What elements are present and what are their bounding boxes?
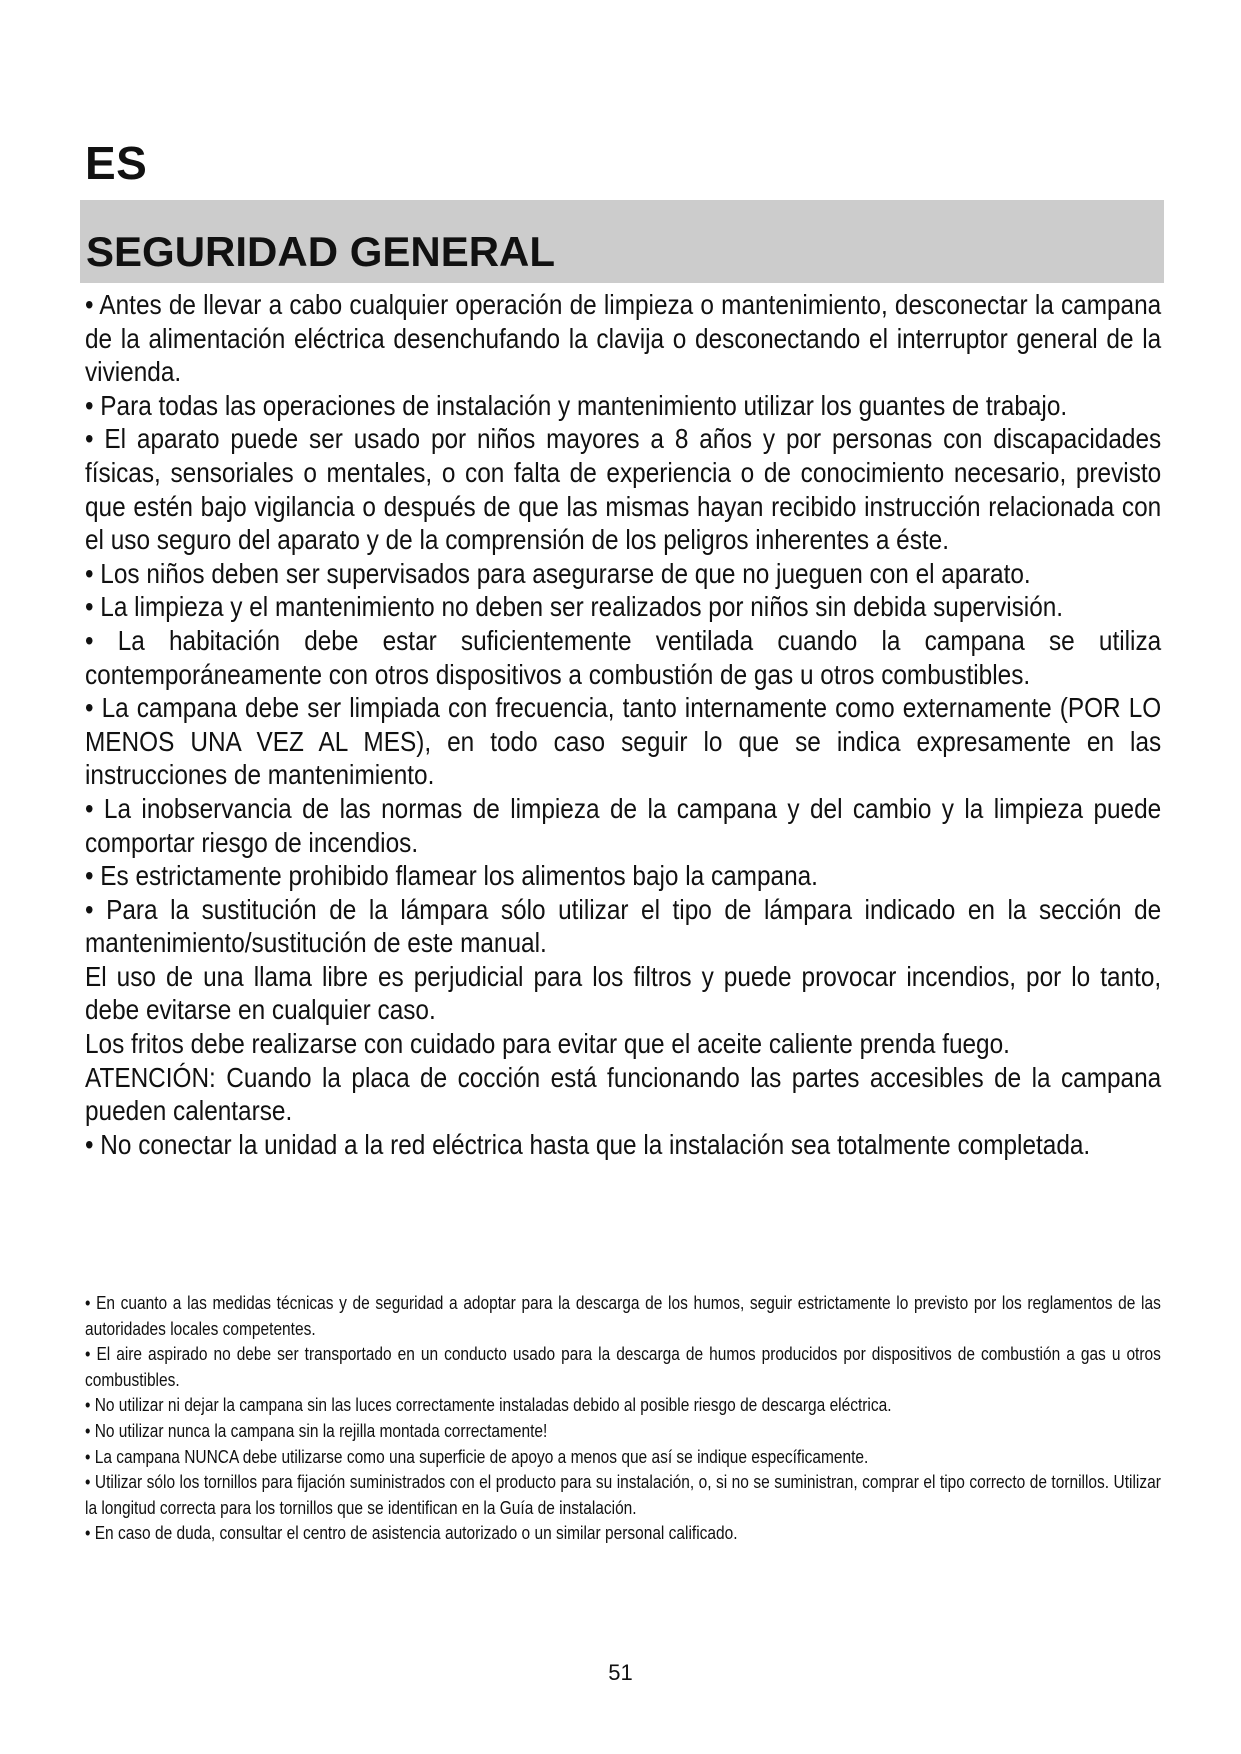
paragraph: • La campana NUNCA debe utilizarse como una superficie de apoyo a menos que así se indique específicamente.: [85, 1446, 869, 1467]
paragraph: • Utilizar sólo los tornillos para fijación suministrados con el producto para su instalación, o, si no se suministran, comprar el tipo correcto de tornillos. Utilizar la longitud correcta para los tornillos que se identifican en la Guía de instalación.: [85, 1472, 1161, 1518]
paragraph: • No conectar la unidad a la red eléctrica hasta que la instalación sea totalmente completada.: [85, 1128, 1091, 1160]
paragraph: • Para la sustitución de la lámpara sólo utilizar el tipo de lámpara indicado en la sección de mantenimiento/sustitución de este manual.: [85, 893, 1162, 959]
paragraph: • La habitación debe estar suficientemente ventilada cuando la campana se utiliza contemporáneamente con otros dispositivos a combustión de gas u otros combustibles.: [85, 624, 1162, 690]
paragraph: • En caso de duda, consultar el centro de asistencia autorizado o un similar personal calificado.: [85, 1523, 738, 1544]
paragraph: • El aparato puede ser usado por niños mayores a 8 años y por personas con discapacidades físicas, sensoriales o mentales, o con falta de experiencia o de conocimiento necesario, previsto que estén bajo vigilancia o después de que las mismas hayan recibido instrucción relacionada con el uso seguro del aparato y de la comprensión de los peligros inherentes a éste.: [85, 423, 1162, 556]
paragraph: • El aire aspirado no debe ser transportado en un conducto usado para la descarga de humos producidos por dispositivos de combustión a gas u otros combustibles.: [85, 1344, 1161, 1390]
paragraph: • Los niños deben ser supervisados para asegurarse de que no jueguen con el aparato.: [85, 557, 1031, 589]
paragraph: • Para todas las operaciones de instalación y mantenimiento utilizar los guantes de trabajo.: [85, 389, 1068, 421]
safety-instructions-main: [85, 288, 1161, 1161]
paragraph: • No utilizar nunca la campana sin la rejilla montada correctamente!: [85, 1420, 548, 1441]
language-code: ES: [85, 137, 148, 189]
page-number: 51: [608, 1660, 633, 1685]
paragraph: • No utilizar ni dejar la campana sin las luces correctamente instaladas debido al posible riesgo de descarga eléctrica.: [85, 1395, 892, 1416]
paragraph: El uso de una llama libre es perjudicial para los filtros y puede provocar incendios, por lo tanto, debe evitarse en cualquier caso.: [85, 960, 1162, 1026]
paragraph: Los fritos debe realizarse con cuidado para evitar que el aceite caliente prenda fuego.: [85, 1028, 1010, 1060]
paragraph: • Es estrictamente prohibido flamear los alimentos bajo la campana.: [85, 860, 818, 892]
paragraph: ATENCIÓN: Cuando la placa de cocción está funcionando las partes accesibles de la campana pueden calentarse.: [85, 1061, 1162, 1127]
paragraph: • En cuanto a las medidas técnicas y de seguridad a adoptar para la descarga de los humos, seguir estrictamente lo previsto por los reglamentos de las autoridades locales competentes.: [85, 1293, 1161, 1339]
paragraph: • Antes de llevar a cabo cualquier operación de limpieza o mantenimiento, desconectar la campana de la alimentación eléctrica desenchufando la clavija o desconectando el interruptor general de la vivienda.: [85, 289, 1162, 388]
paragraph: • La limpieza y el mantenimiento no deben ser realizados por niños sin debida supervisión.: [85, 591, 1064, 623]
paragraph: • La campana debe ser limpiada con frecuencia, tanto internamente como externamente (POR LO MENOS UNA VEZ AL MES), en todo caso seguir lo que se indica expresamente en las instrucciones de mantenimiento.: [85, 692, 1162, 791]
paragraph: • La inobservancia de las normas de limpieza de la campana y del cambio y la limpieza puede comportar riesgo de incendios.: [85, 792, 1162, 858]
section-title: SEGURIDAD GENERAL: [86, 228, 556, 275]
safety-instructions-additional: [85, 1291, 1161, 1547]
